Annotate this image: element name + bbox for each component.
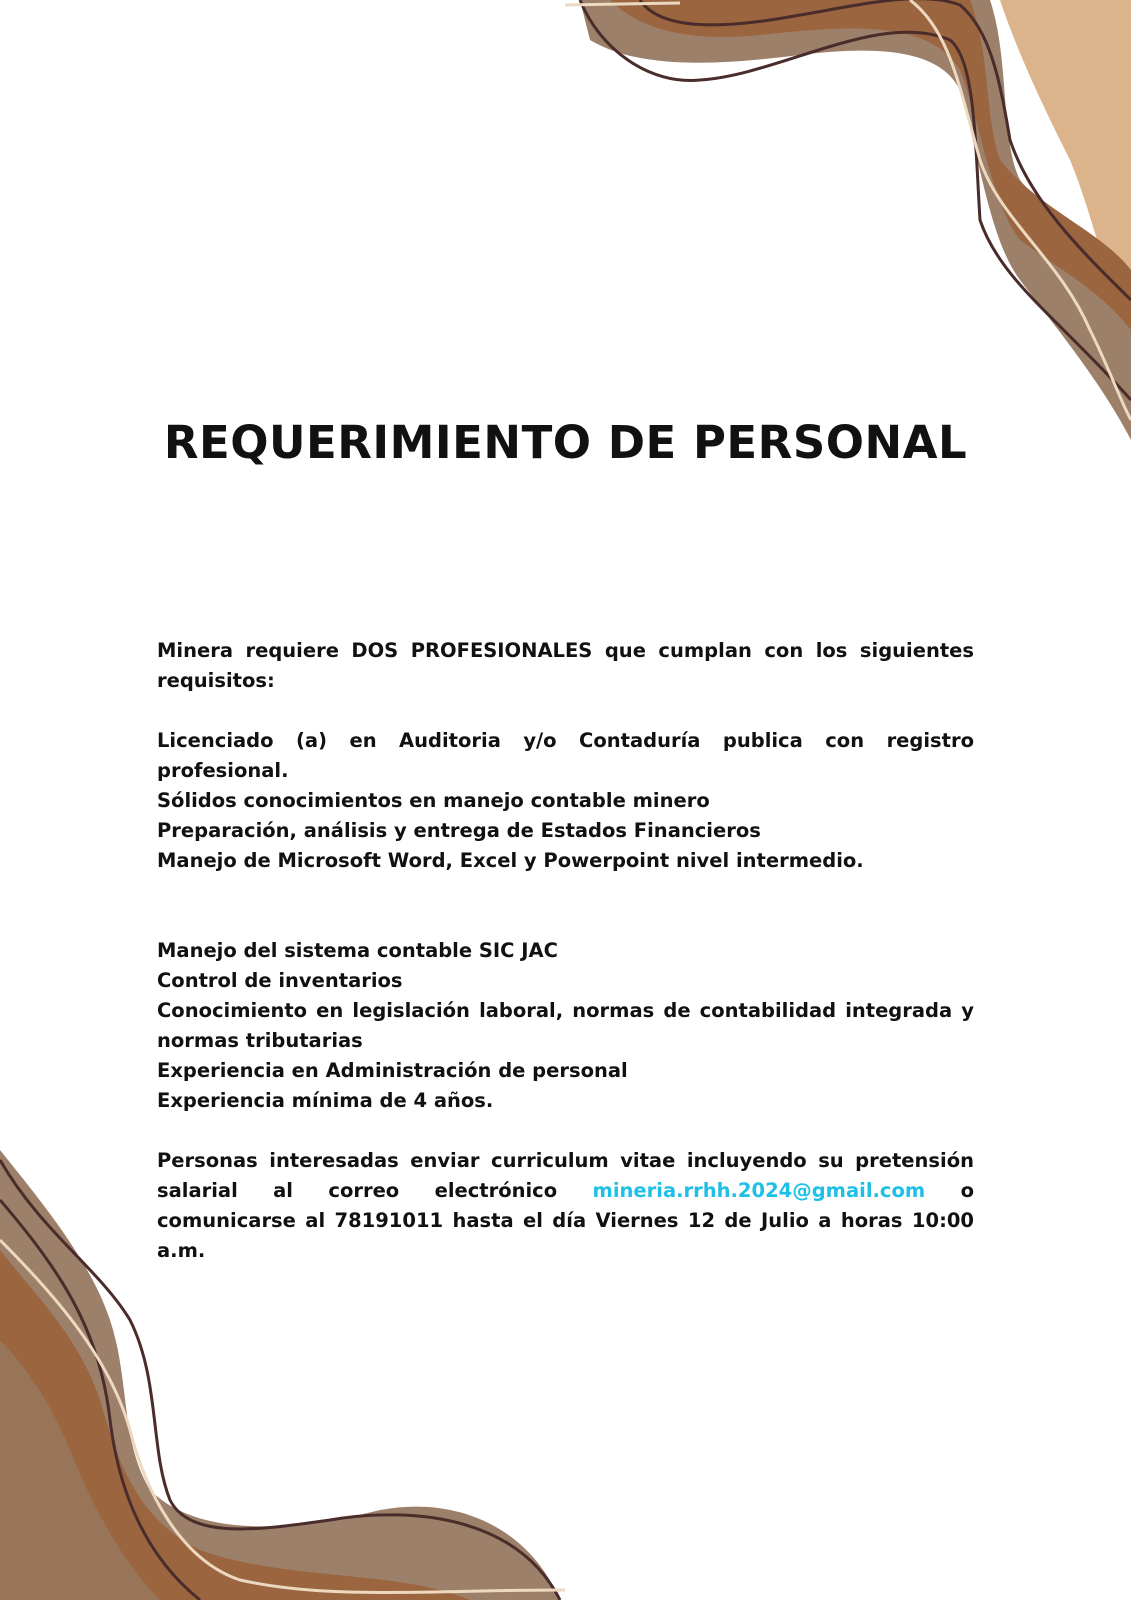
requirement-item: Experiencia mínima de 4 años. (157, 1089, 494, 1112)
contact-text-before: Personas interesadas enviar curriculum vitae incluyendo su pretensión salarial al correo electrónico (157, 1149, 974, 1202)
requirement-item: Experiencia en Administración de personal (157, 1059, 628, 1082)
email-link[interactable]: mineria.rrhh.2024@gmail.com (592, 1179, 926, 1202)
requirement-item: Sólidos conocimientos en manejo contable minero (157, 789, 710, 812)
requirement-item: Preparación, análisis y entrega de Estados Financieros (157, 819, 761, 842)
document-body (157, 636, 974, 1266)
requirement-item: Manejo del sistema contable SIC JAC (157, 939, 558, 962)
contact-text-after: o comunicarse al 78191011 hasta el día Viernes 12 de Julio a horas 10:00 a.m. (157, 1179, 974, 1262)
requirement-item: Licenciado (a) en Auditoria y/o Contaduría publica con registro profesional. (157, 729, 974, 782)
intro-paragraph: Minera requiere DOS PROFESIONALES que cumplan con los siguientes requisitos: (157, 639, 974, 692)
requirement-item: Conocimiento en legislación laboral, normas de contabilidad integrada y normas tributarias (157, 999, 974, 1052)
requirement-item: Control de inventarios (157, 969, 403, 992)
requirement-item: Manejo de Microsoft Word, Excel y Powerpoint nivel intermedio. (157, 849, 864, 872)
contact-paragraph (157, 1146, 974, 1266)
page-title: REQUERIMIENTO DE PERSONAL (163, 416, 968, 469)
top-right-waves (565, 0, 1131, 440)
